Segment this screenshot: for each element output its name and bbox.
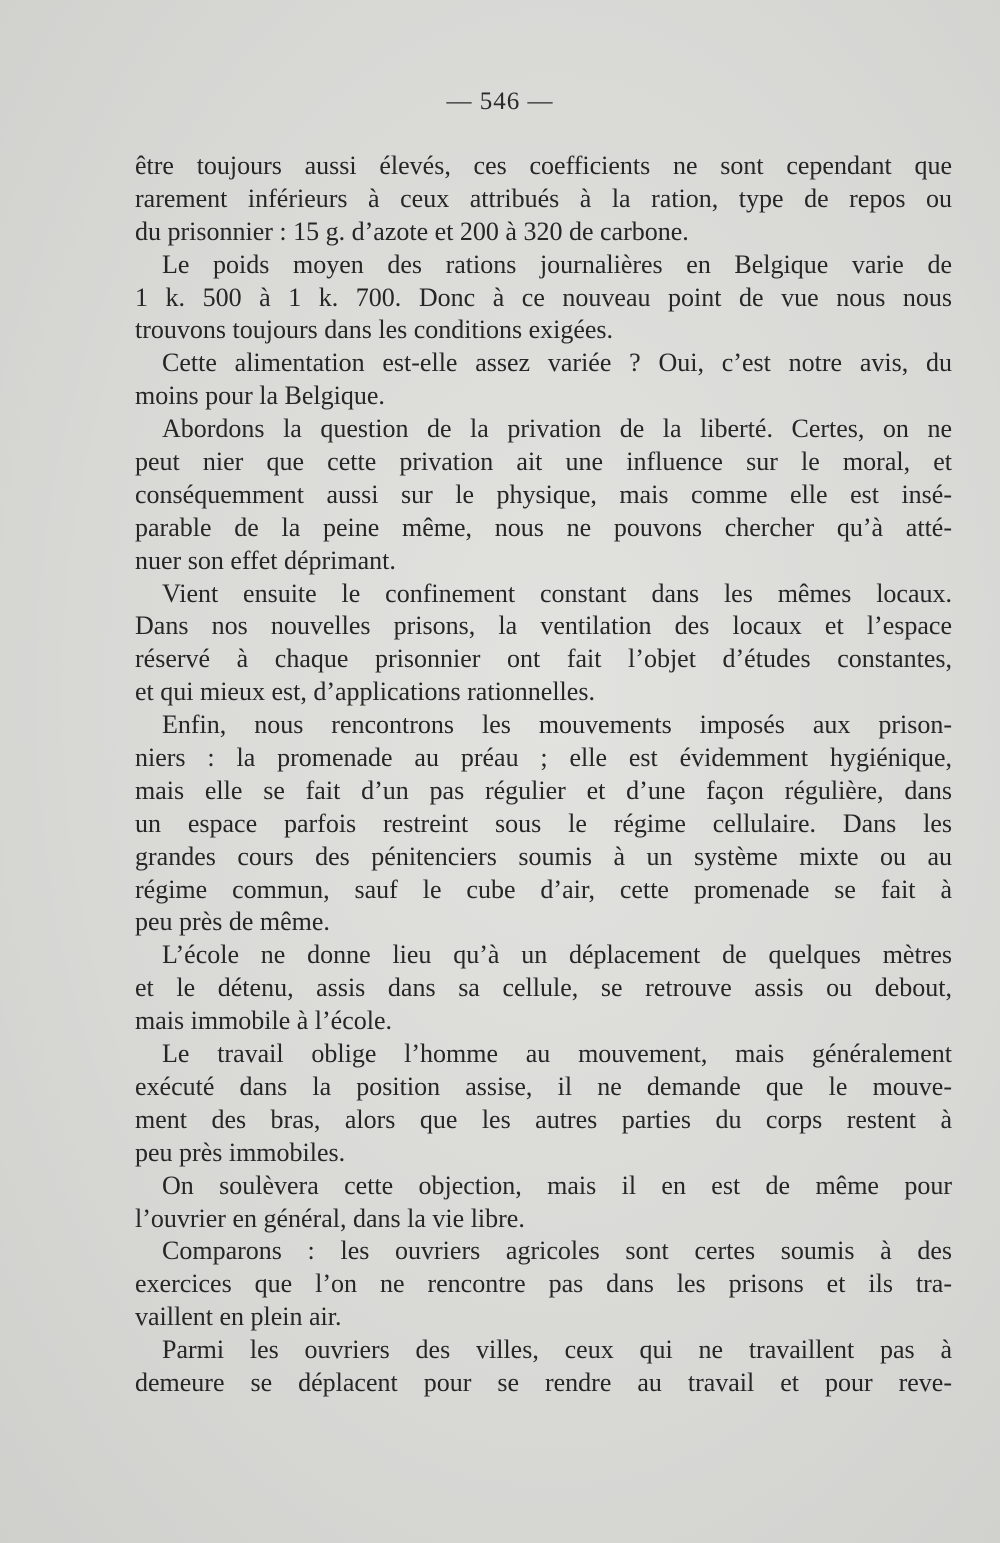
text-line: peut nier que cette privation ait une influence sur le moral, et <box>135 447 952 477</box>
page-number: — 546 — <box>446 88 554 115</box>
text-line: L’école ne donne lieu qu’à un déplacement de quelques mètres <box>162 940 952 970</box>
text-line: On soulèvera cette objection, mais il en est de même pour <box>162 1170 952 1200</box>
text-line: Parmi les ouvriers des villes, ceux qui ne travaillent pas à <box>162 1335 952 1365</box>
text-line: exécuté dans la position assise, il ne demande que le mouve- <box>135 1071 952 1101</box>
text-line: niers : la promenade au préau ; elle est évidemment hygiénique, <box>135 743 952 773</box>
text-line: Comparons : les ouvriers agricoles sont certes soumis à des <box>162 1236 952 1266</box>
text-line: Cette alimentation est-elle assez variée ? Oui, c’est notre avis, du <box>162 348 952 378</box>
text-line: un espace parfois restreint sous le régime cellulaire. Dans les <box>135 808 952 838</box>
text-line: nuer son effet déprimant. <box>135 545 396 575</box>
text-line: Dans nos nouvelles prisons, la ventilation des locaux et l’espace <box>135 611 952 641</box>
text-line: et qui mieux est, d’applications rationnelles. <box>135 677 595 707</box>
text-line: moins pour la Belgique. <box>135 381 385 411</box>
text-line: du prisonnier : 15 g. d’azote et 200 à 320 de carbone. <box>135 216 689 246</box>
text-line: rarement inférieurs à ceux attribués à la ration, type de repos ou <box>135 183 952 213</box>
text-line: l’ouvrier en général, dans la vie libre. <box>135 1203 525 1233</box>
text-line: trouvons toujours dans les conditions exigées. <box>135 315 614 345</box>
text-line: et le détenu, assis dans sa cellule, se retrouve assis ou debout, <box>135 973 952 1003</box>
text-line: Vient ensuite le confinement constant dans les mêmes locaux. <box>162 578 952 608</box>
text-line: être toujours aussi élevés, ces coefficients ne sont cependant que <box>135 151 952 180</box>
body-text <box>135 150 952 1400</box>
text-line: mais elle se fait d’un pas régulier et d’une façon régulière, dans <box>135 775 952 805</box>
text-line: mais immobile à l’école. <box>135 1006 393 1036</box>
text-line: peu près de même. <box>135 907 330 937</box>
text-line: exercices que l’on ne rencontre pas dans les prisons et ils tra- <box>135 1269 952 1299</box>
text-line: 1 k. 500 à 1 k. 700. Donc à ce nouveau point de vue nous nous <box>135 282 952 312</box>
text-line: conséquemment aussi sur le physique, mais comme elle est insé- <box>135 479 952 509</box>
text-line: vaillent en plein air. <box>135 1302 342 1332</box>
text-line: Enfin, nous rencontrons les mouvements imposés aux prison- <box>162 710 952 740</box>
text-line: Abordons la question de la privation de la liberté. Certes, on ne <box>162 414 952 444</box>
text-line: grandes cours des pénitenciers soumis à un système mixte ou au <box>135 841 952 871</box>
text-line: régime commun, sauf le cube d’air, cette promenade se fait à <box>135 874 952 904</box>
text-line: Le poids moyen des rations journalières en Belgique varie de <box>162 249 952 279</box>
text-line: parable de la peine même, nous ne pouvons chercher qu’à atté- <box>135 512 952 542</box>
text-line: réservé à chaque prisonnier ont fait l’objet d’études constantes, <box>135 644 952 674</box>
text-line: ment des bras, alors que les autres parties du corps restent à <box>135 1104 952 1134</box>
text-line: Le travail oblige l’homme au mouvement, mais généralement <box>162 1039 952 1069</box>
text-line: peu près immobiles. <box>135 1137 346 1167</box>
text-line: demeure se déplacent pour se rendre au travail et pour reve- <box>135 1367 952 1397</box>
